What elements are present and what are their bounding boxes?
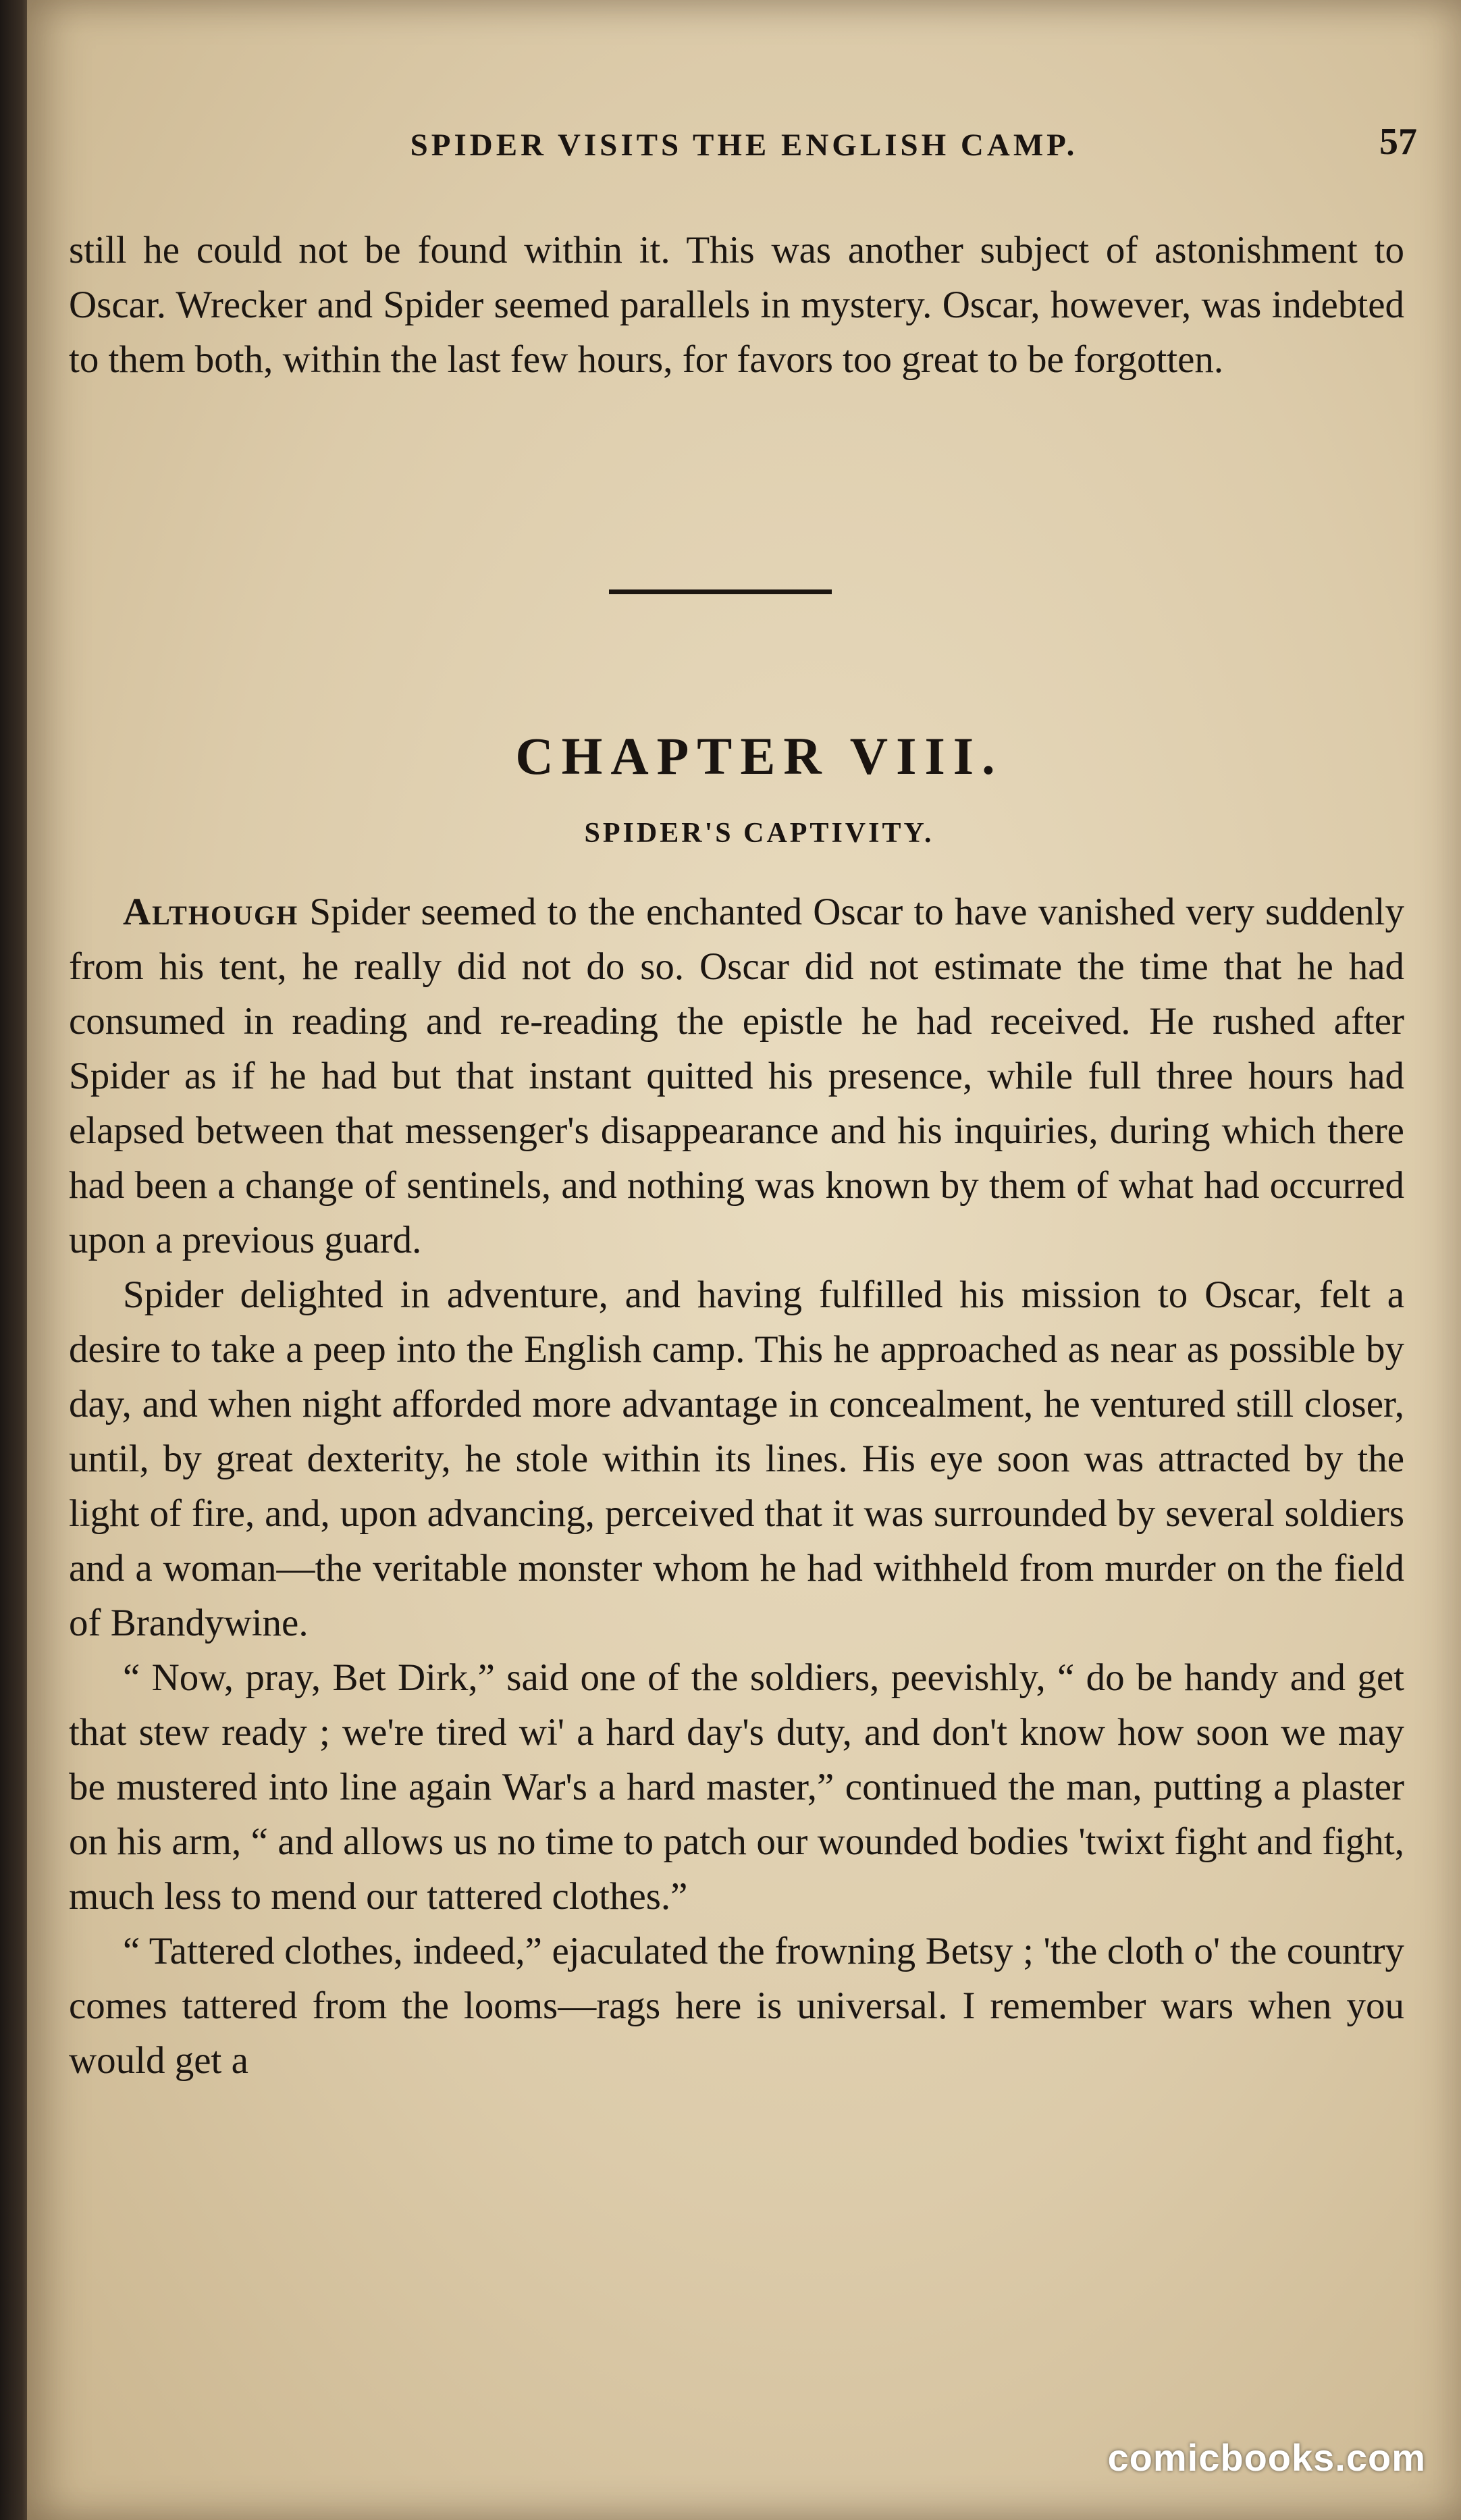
chapter-body [69, 885, 1404, 2088]
section-divider-rule [609, 589, 832, 594]
chapter-paragraph-2: Spider delighted in adventure, and having fulfilled his mission to Oscar, felt a desire to take a peep into the English camp. This he approached as near as possible by day, and when night afforded more advantage in concealment, he ventured still closer, until, by great dexterity, he stole within its lines. His eye soon was attracted by the light of fire, and, upon advancing, perceived that it was surrounded by several soldiers and a woman—the veritable monster whom he had withheld from murder on the field of Brandywine. [69, 1274, 1404, 1644]
site-watermark: comicbooks.com [1107, 2436, 1426, 2479]
running-title: SPIDER VISITS THE ENGLISH CAMP. [410, 128, 1078, 163]
chapter-paragraph-3: “ Now, pray, Bet Dirk,” said one of the soldiers, peevishly, “ do be handy and get that stew ready ; we're tired wi' a hard day's duty, and don't know how soon we may be mustered into line again War's a hard master,” continued the man, putting a plaster on his arm, “ and allows us no time to patch our wounded bodies 'twixt fight and fight, much less to mend our tattered clothes.” [69, 1656, 1404, 1918]
book-page [27, 0, 1461, 2520]
chapter-paragraph-1 [69, 885, 1404, 1267]
chapter-paragraph-4: “ Tattered clothes, indeed,” ejaculated the frowning Betsy ; 'the cloth o' the country comes tattered from the looms—rags here is universal. I remember wars when you would get a [69, 1930, 1404, 2082]
chapter-title: CHAPTER VIII. [515, 727, 1003, 785]
chapter-subtitle: SPIDER'S CAPTIVITY. [584, 818, 934, 849]
running-head [68, 120, 1420, 174]
continuation-paragraph: still he could not be found within it. This was another subject of astonishment to Oscar. Wrecker and Spider seemed parallels in mystery. Oscar, however, was indebted to them both, within the last few hours, for favors too great to be forgotten. [69, 229, 1404, 381]
page-number: 57 [1379, 121, 1417, 163]
paragraph-1-text: Spider seemed to the enchanted Oscar to have vanished very suddenly from his tent, he really did not do so. Oscar did not estimate the time that he had consumed in reading and re-reading the epistle he had received. He rushed after Spider as if he had but that instant quitted his presence, while full three hours had elapsed between that messenger's disappearance and his inquiries, during which there had been a change of sentinels, and nothing was known by them of what had occurred upon a previous guard. [69, 891, 1404, 1261]
opening-word: Although [123, 891, 299, 933]
